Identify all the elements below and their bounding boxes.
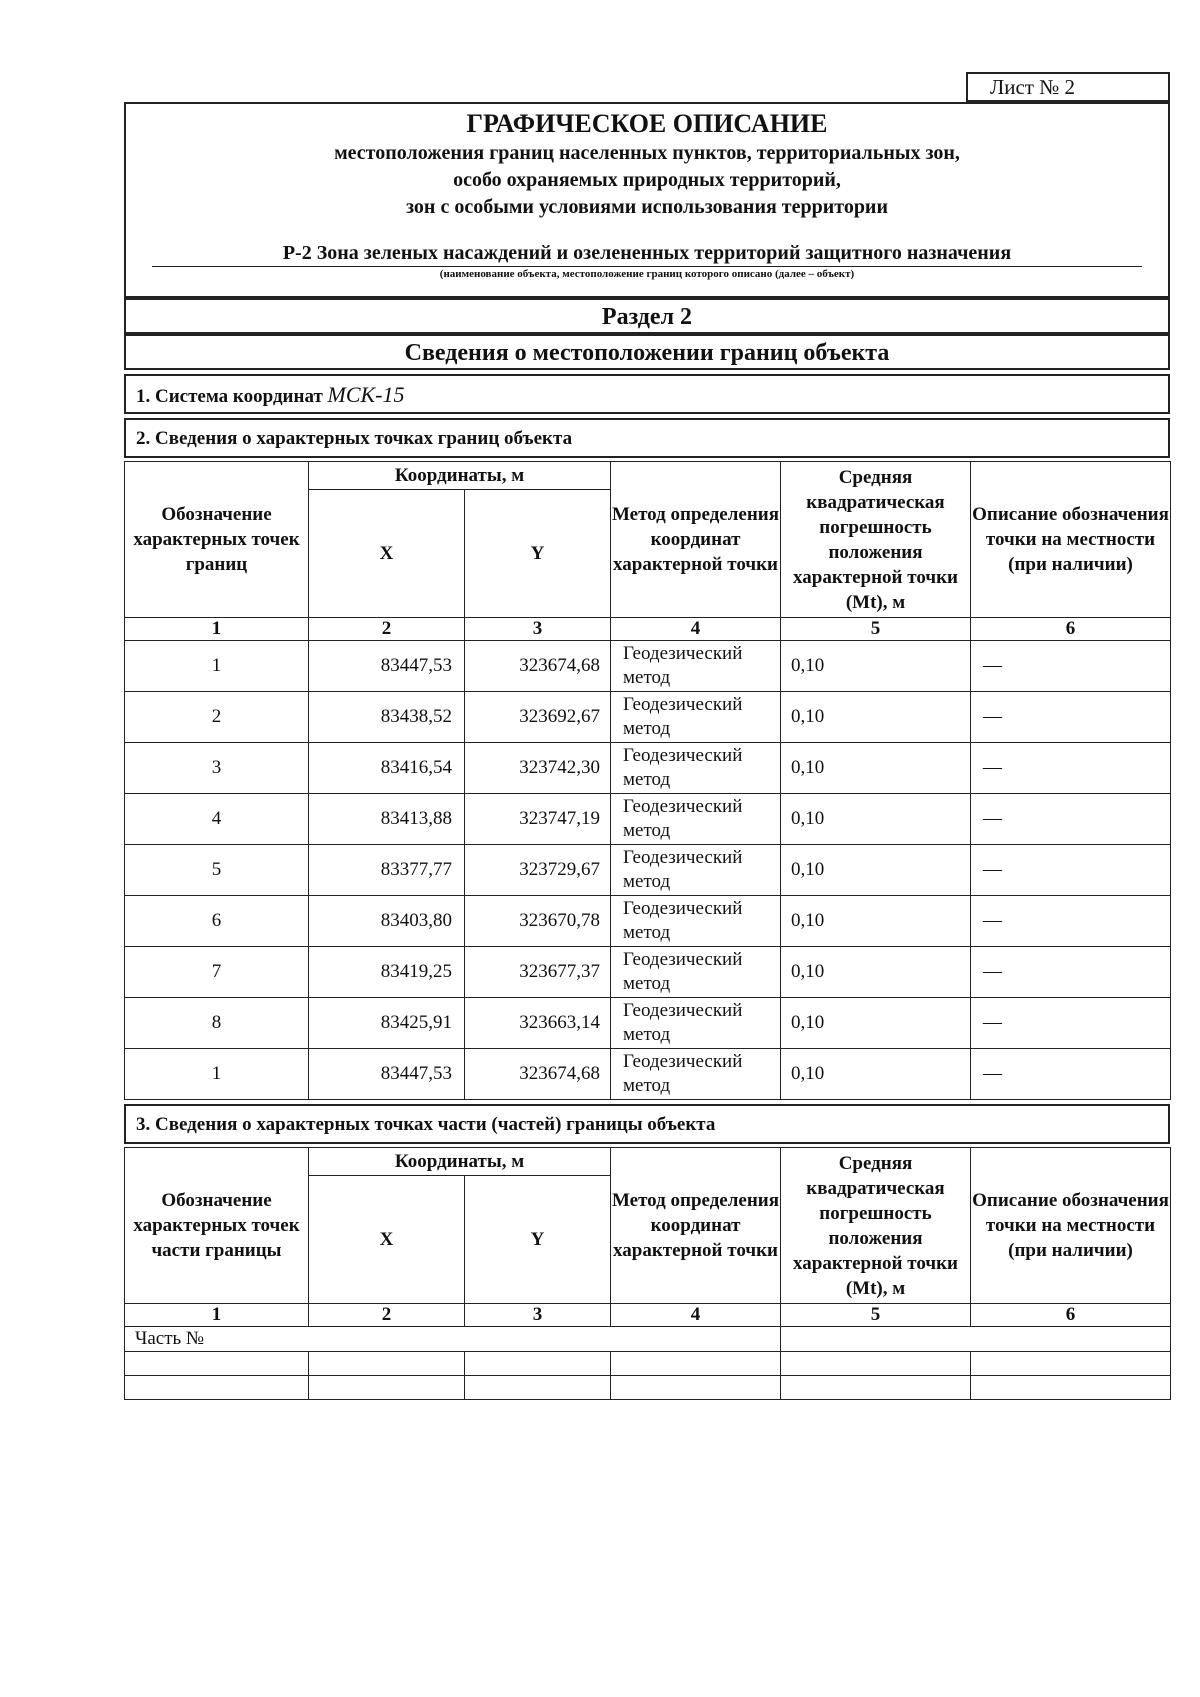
col-number: 1 bbox=[125, 618, 309, 641]
point-description: — bbox=[971, 743, 1171, 794]
col-number: 3 bbox=[465, 1304, 611, 1327]
point-error: 0,10 bbox=[781, 896, 971, 947]
point-x: 83377,77 bbox=[309, 845, 465, 896]
col-number: 3 bbox=[465, 618, 611, 641]
col-number: 2 bbox=[309, 618, 465, 641]
point-id: 1 bbox=[125, 641, 309, 692]
point-method: Геодезический метод bbox=[611, 641, 781, 692]
point-row bbox=[125, 1049, 1171, 1100]
point-method: Геодезический метод bbox=[611, 998, 781, 1049]
empty-cell bbox=[971, 1352, 1171, 1376]
point-description: — bbox=[971, 692, 1171, 743]
point-error: 0,10 bbox=[781, 1049, 971, 1100]
point-y: 323747,19 bbox=[465, 794, 611, 845]
point-x: 83413,88 bbox=[309, 794, 465, 845]
empty-cell bbox=[125, 1376, 309, 1400]
parts-header-coords: Координаты, м bbox=[309, 1148, 611, 1176]
empty-row bbox=[125, 1376, 1171, 1400]
header-coords: Координаты, м bbox=[309, 462, 611, 490]
point-row bbox=[125, 641, 1171, 692]
point-y: 323677,37 bbox=[465, 947, 611, 998]
point-method: Геодезический метод bbox=[611, 845, 781, 896]
empty-cell bbox=[971, 1376, 1171, 1400]
point-error: 0,10 bbox=[781, 845, 971, 896]
coord-system-label: 1. Система координат bbox=[136, 386, 323, 407]
col-number: 2 bbox=[309, 1304, 465, 1327]
point-row bbox=[125, 692, 1171, 743]
column-numbers bbox=[125, 618, 1171, 641]
parts-column-numbers bbox=[125, 1304, 1171, 1327]
title-line-2: особо охраняемых природных территорий, bbox=[453, 169, 841, 191]
point-id: 8 bbox=[125, 998, 309, 1049]
point-y: 323670,78 bbox=[465, 896, 611, 947]
point-id: 7 bbox=[125, 947, 309, 998]
point-description: — bbox=[971, 641, 1171, 692]
point-error: 0,10 bbox=[781, 998, 971, 1049]
empty-cell bbox=[125, 1352, 309, 1376]
col-number: 6 bbox=[971, 618, 1171, 641]
point-id: 3 bbox=[125, 743, 309, 794]
parts-table bbox=[124, 1147, 1171, 1400]
point-description: — bbox=[971, 845, 1171, 896]
empty-cell bbox=[309, 1352, 465, 1376]
empty-cell bbox=[611, 1376, 781, 1400]
header-error: Средняя квадратическая погрешность положения характерной точки (Mt), м bbox=[781, 462, 971, 618]
point-id: 6 bbox=[125, 896, 309, 947]
col-number: 4 bbox=[611, 618, 781, 641]
point-method: Геодезический метод bbox=[611, 692, 781, 743]
point-id: 2 bbox=[125, 692, 309, 743]
empty-cell bbox=[611, 1352, 781, 1376]
section-name: Сведения о местоположении границ объекта bbox=[124, 334, 1170, 370]
parts-header-y: Y bbox=[465, 1176, 611, 1304]
point-y: 323674,68 bbox=[465, 641, 611, 692]
point-method: Геодезический метод bbox=[611, 794, 781, 845]
empty-cell bbox=[309, 1376, 465, 1400]
points-heading bbox=[124, 418, 1170, 458]
header-method: Метод определения координат характерной точки bbox=[611, 462, 781, 618]
header-designation: Обозначение характерных точек границ bbox=[125, 462, 309, 618]
document-title: ГРАФИЧЕСКОЕ ОПИСАНИЕ bbox=[466, 109, 828, 138]
empty-row bbox=[125, 1352, 1171, 1376]
parts-header-x: X bbox=[309, 1176, 465, 1304]
point-y: 323692,67 bbox=[465, 692, 611, 743]
col-number: 1 bbox=[125, 1304, 309, 1327]
point-description: — bbox=[971, 947, 1171, 998]
col-number: 5 bbox=[781, 618, 971, 641]
point-method: Геодезический метод bbox=[611, 743, 781, 794]
point-error: 0,10 bbox=[781, 743, 971, 794]
point-row bbox=[125, 794, 1171, 845]
parts-header-designation: Обозначение характерных точек части границы bbox=[125, 1148, 309, 1304]
point-description: — bbox=[971, 998, 1171, 1049]
header-x: X bbox=[309, 490, 465, 618]
point-description: — bbox=[971, 896, 1171, 947]
parts-heading bbox=[124, 1104, 1170, 1144]
point-method: Геодезический метод bbox=[611, 1049, 781, 1100]
point-x: 83403,80 bbox=[309, 896, 465, 947]
empty-cell bbox=[465, 1376, 611, 1400]
point-x: 83416,54 bbox=[309, 743, 465, 794]
point-y: 323663,14 bbox=[465, 998, 611, 1049]
point-x: 83425,91 bbox=[309, 998, 465, 1049]
parts-header-method: Метод определения координат характерной точки bbox=[611, 1148, 781, 1304]
points-heading-text: 2. Сведения о характерных точках границ объекта bbox=[136, 428, 573, 449]
point-x: 83447,53 bbox=[309, 1049, 465, 1100]
title-line-1: местоположения границ населенных пунктов, территориальных зон, bbox=[334, 142, 960, 164]
point-x: 83419,25 bbox=[309, 947, 465, 998]
point-y: 323674,68 bbox=[465, 1049, 611, 1100]
parts-header-description: Описание обозначения точки на местности (при наличии) bbox=[971, 1148, 1171, 1304]
points-table bbox=[124, 461, 1171, 1100]
title-block bbox=[124, 102, 1170, 298]
point-x: 83447,53 bbox=[309, 641, 465, 692]
sheet-number: Лист № 2 bbox=[966, 72, 1170, 102]
parts-header-error: Средняя квадратическая погрешность положения характерной точки (Mt), м bbox=[781, 1148, 971, 1304]
empty-cell bbox=[781, 1376, 971, 1400]
point-row bbox=[125, 845, 1171, 896]
col-number: 5 bbox=[781, 1304, 971, 1327]
header-description: Описание обозначения точки на местности (при наличии) bbox=[971, 462, 1171, 618]
part-number-empty bbox=[781, 1327, 1171, 1352]
point-error: 0,10 bbox=[781, 641, 971, 692]
point-row bbox=[125, 743, 1171, 794]
section-number: Раздел 2 bbox=[124, 298, 1170, 334]
document bbox=[124, 102, 1170, 1400]
point-id: 5 bbox=[125, 845, 309, 896]
point-id: 4 bbox=[125, 794, 309, 845]
point-row bbox=[125, 947, 1171, 998]
empty-cell bbox=[781, 1352, 971, 1376]
point-method: Геодезический метод bbox=[611, 947, 781, 998]
title-line-3: зон с особыми условиями использования территории bbox=[406, 196, 888, 218]
col-number: 6 bbox=[971, 1304, 1171, 1327]
point-x: 83438,52 bbox=[309, 692, 465, 743]
col-number: 4 bbox=[611, 1304, 781, 1327]
point-row bbox=[125, 896, 1171, 947]
parts-heading-text: 3. Сведения о характерных точках части (частей) границы объекта bbox=[136, 1114, 716, 1135]
point-error: 0,10 bbox=[781, 692, 971, 743]
part-number-row bbox=[125, 1327, 1171, 1352]
point-y: 323742,30 bbox=[465, 743, 611, 794]
point-row bbox=[125, 998, 1171, 1049]
object-name: Р-2 Зона зеленых насаждений и озелененных территорий защитного назначения bbox=[152, 240, 1142, 267]
coord-system-value: МСК-15 bbox=[327, 382, 405, 407]
point-method: Геодезический метод bbox=[611, 896, 781, 947]
header-y: Y bbox=[465, 490, 611, 618]
point-description: — bbox=[971, 1049, 1171, 1100]
points-rows bbox=[125, 641, 1171, 1100]
part-number-label: Часть № bbox=[125, 1327, 781, 1352]
point-error: 0,10 bbox=[781, 794, 971, 845]
point-description: — bbox=[971, 794, 1171, 845]
empty-cell bbox=[465, 1352, 611, 1376]
point-y: 323729,67 bbox=[465, 845, 611, 896]
object-name-caption: (наименование объекта, местоположение границ которого описано (далее – объект) bbox=[439, 268, 855, 280]
coord-system bbox=[124, 374, 1170, 414]
point-error: 0,10 bbox=[781, 947, 971, 998]
point-id: 1 bbox=[125, 1049, 309, 1100]
